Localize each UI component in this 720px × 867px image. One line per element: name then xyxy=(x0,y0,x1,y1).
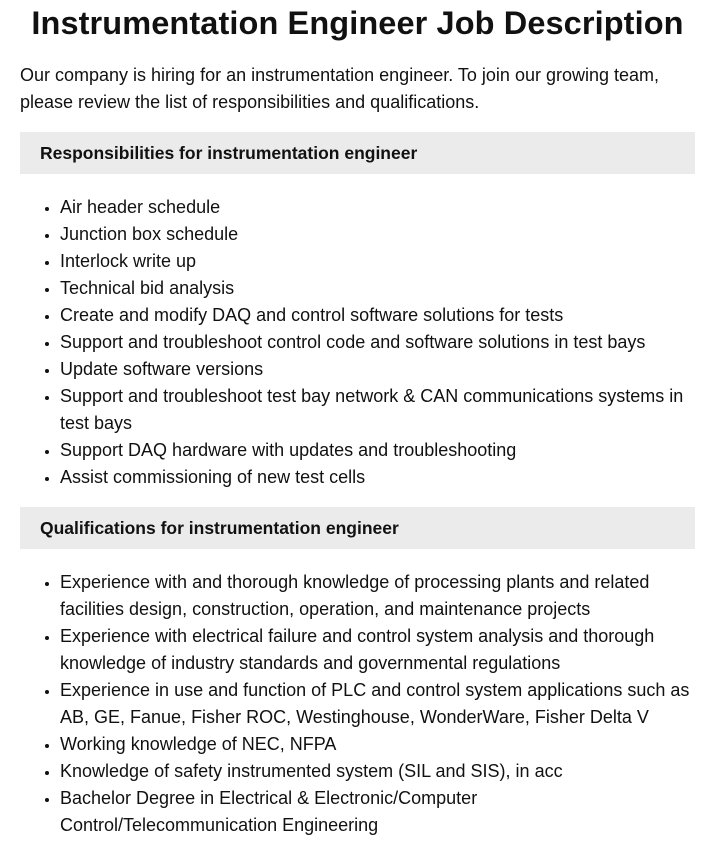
qualifications-header: Qualifications for instrumentation engineer xyxy=(20,507,695,549)
list-item: • Knowledge of safety instrumented system (SIL and SIS), in acc xyxy=(60,758,695,785)
list-item: • Experience with electrical failure and control system analysis and thorough knowledge of industry standards and governmental regulations xyxy=(60,623,695,677)
page-title: Instrumentation Engineer Job Description xyxy=(31,5,684,41)
list-item: • Support and troubleshoot control code and software solutions in test bays xyxy=(60,329,695,356)
list-item: • Air header schedule xyxy=(60,194,695,221)
list-item: • Bachelor Degree in Electrical & Electronic/Computer Control/Telecommunication Engineering xyxy=(60,785,695,839)
list-item: • Support DAQ hardware with updates and troubleshooting xyxy=(60,437,695,464)
list-item: • Working knowledge of NEC, NFPA xyxy=(60,731,695,758)
list-item: • Experience with and thorough knowledge of processing plants and related facilities design, construction, operation, and maintenance projects xyxy=(60,569,695,623)
list-item: • Junction box schedule xyxy=(60,221,695,248)
responsibilities-header: Responsibilities for instrumentation engineer xyxy=(20,132,695,174)
qualifications-list xyxy=(20,569,695,839)
list-item: • Create and modify DAQ and control software solutions for tests xyxy=(60,302,695,329)
list-item: • Technical bid analysis xyxy=(60,275,695,302)
list-item: • Assist commissioning of new test cells xyxy=(60,464,695,491)
list-item: • Update software versions xyxy=(60,356,695,383)
intro-paragraph: Our company is hiring for an instrumentation engineer. To join our growing team, please review the list of responsibilities and qualifications. xyxy=(20,65,660,112)
list-item: • Interlock write up xyxy=(60,248,695,275)
list-item: • Experience in use and function of PLC and control system applications such as AB, GE, Fanue, Fisher ROC, Westinghouse, WonderWare, Fisher Delta V xyxy=(60,677,695,731)
list-item: • Support and troubleshoot test bay network & CAN communications systems in test bays xyxy=(60,383,695,437)
responsibilities-list xyxy=(20,194,695,491)
